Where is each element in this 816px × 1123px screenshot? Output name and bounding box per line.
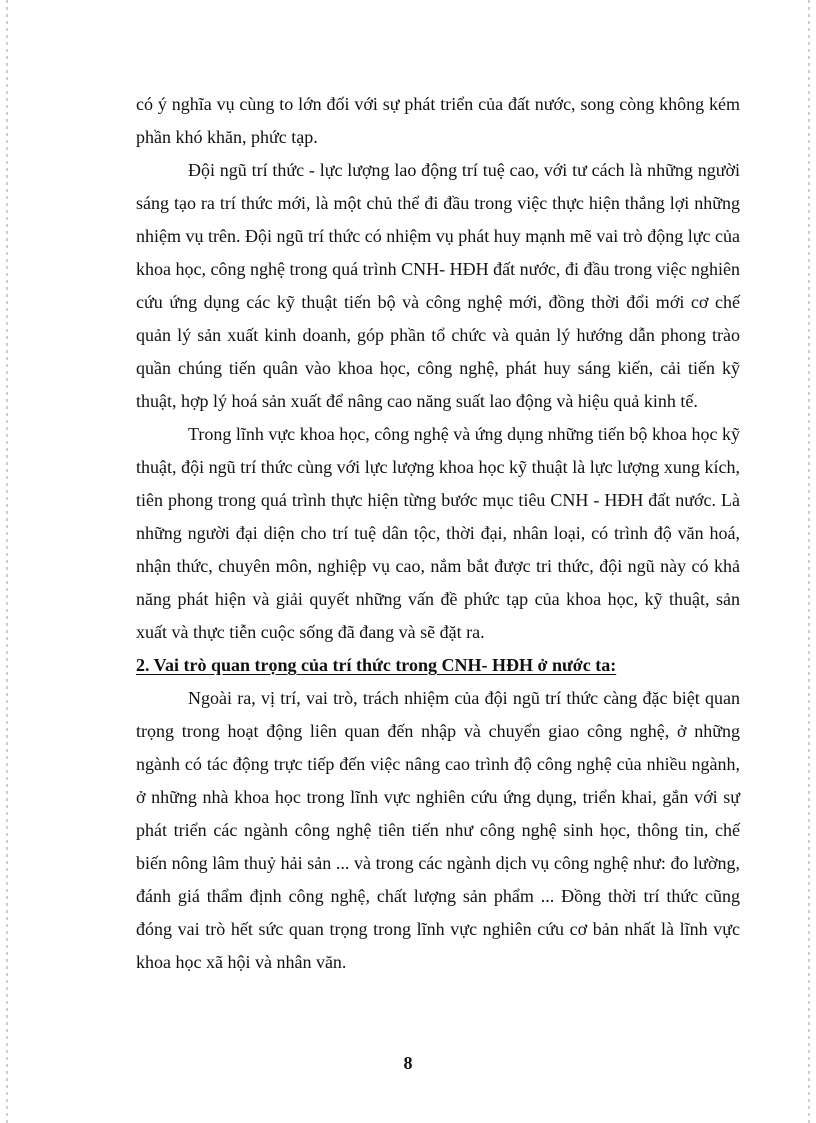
page-body	[136, 88, 740, 979]
paragraph-continued: có ý nghĩa vụ cùng to lớn đối với sự phát triển của đất nước, song còng không kém phần khó khăn, phức tạp.	[136, 94, 740, 147]
paragraph-technology-transfer: Ngoài ra, vị trí, vai trò, trách nhiệm của đội ngũ trí thức càng đặc biệt quan trọng trong hoạt động liên quan đến nhập và chuyển giao công nghệ, ở những ngành có tác động trực tiếp đến việc nâng cao trình độ công nghệ của nhiều ngành, ở những nhà khoa học trong lĩnh vực nghiên cứu ứng dụng, triển khai, gắn với sự phát triển các ngành công nghệ tiên tiến như công nghệ sinh học, thông tin, chế biến nông lâm thuỷ hải sản ... và trong các ngành dịch vụ công nghệ như: đo lường, đánh giá thẩm định công nghệ, chất lượng sản phẩm ... Đồng thời trí thức cũng đóng vai trò hết sức quan trọng trong lĩnh vực nghiên cứu cơ bản nhất là lĩnh vực khoa học xã hội và nhân văn.	[136, 688, 740, 972]
right-border-line	[808, 0, 810, 1123]
paragraph-science-technology: Trong lĩnh vực khoa học, công nghệ và ứng dụng những tiến bộ khoa học kỹ thuật, đội ngũ trí thức cùng với lực lượng khoa học kỹ thuật là lực lượng xung kích, tiên phong trong quá trình thực hiện từng bước mục tiêu CNH - HĐH đất nước. Là những người đại diện cho trí tuệ dân tộc, thời đại, nhân loại, có trình độ văn hoá, nhận thức, chuyên môn, nghiệp vụ cao, nắm bắt được tri thức, đội ngũ này có khả năng phát hiện và giải quyết những vấn đề phức tạp của khoa học, kỹ thuật, sản xuất và thực tiễn cuộc sống đã đang và sẽ đặt ra.	[136, 424, 740, 642]
left-border-line	[6, 0, 8, 1123]
page-number: 8	[403, 1053, 413, 1073]
paragraph-intellectual-role: Đội ngũ trí thức - lực lượng lao động trí tuệ cao, với tư cách là những người sáng tạo ra trí thức mới, là một chủ thể đi đầu trong việc thực hiện thắng lợi những nhiệm vụ trên. Đội ngũ trí thức có nhiệm vụ phát huy mạnh mẽ vai trò động lực của khoa học, công nghệ trong quá trình CNH- HĐH đất nước, đi đầu trong việc nghiên cứu ứng dụng các kỹ thuật tiến bộ và công nghệ mới, đồng thời đổi mới cơ chế quản lý sản xuất kinh doanh, góp phần tổ chức và quản lý hướng dẫn phong trào quần chúng tiến quân vào khoa học, công nghệ, phát huy sáng kiến, cải tiến kỹ thuật, hợp lý hoá sản xuất để nâng cao năng suất lao động và hiệu quả kinh tế.	[136, 160, 740, 411]
section-heading: 2. Vai trò quan trọng của trí thức trong CNH- HĐH ở nước ta:	[136, 655, 617, 675]
